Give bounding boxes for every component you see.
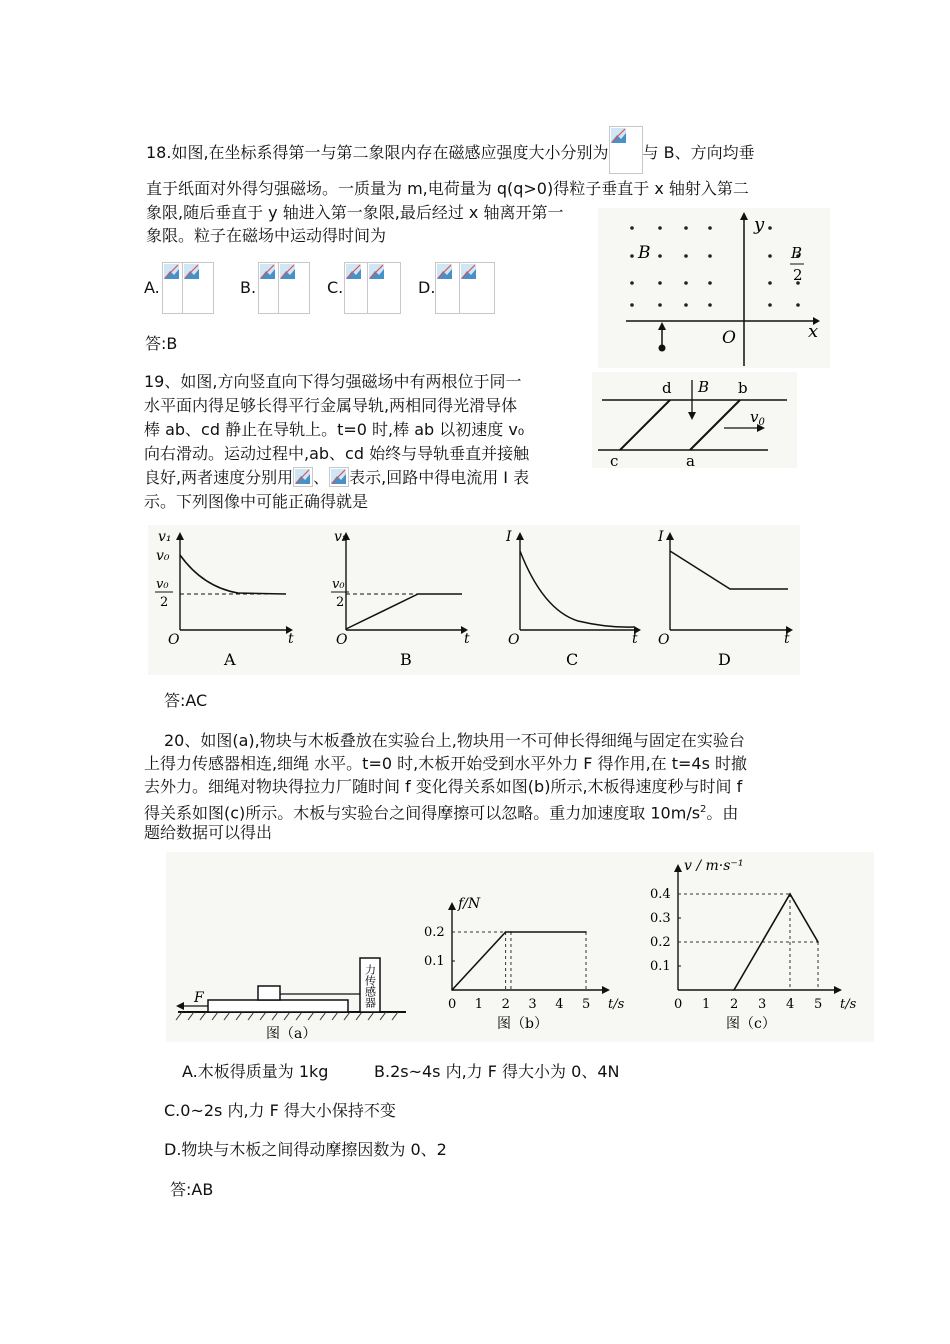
x-axis-label: t/s xyxy=(840,997,857,1012)
series-line xyxy=(452,932,586,990)
graph-a-curve xyxy=(180,555,286,594)
graph-d-curve xyxy=(670,551,788,589)
q18-option-a xyxy=(144,277,160,299)
q20-option-a: A.木板得质量为 1kg xyxy=(182,1062,329,1081)
graph-d xyxy=(657,529,793,669)
q18-line2: 直于纸面对外得匀强磁场。一质量为 m,电荷量为 q(q>0)得粒子垂直于 x 轴射入第二 xyxy=(146,179,749,198)
graph-a-tick-v0-num: v₀ xyxy=(156,577,169,592)
q20-figures xyxy=(166,852,874,1042)
formula-image-icon xyxy=(278,262,310,314)
graph-c-xlabel: t xyxy=(632,631,638,647)
q18-option-d-label: D. xyxy=(418,278,436,297)
up-arrow-icon xyxy=(658,322,666,330)
y-tick-label: 0.4 xyxy=(650,887,671,902)
graph-b-caption: B xyxy=(400,650,412,669)
y-tick-label: 0.3 xyxy=(650,911,671,926)
x-axis-arrow-icon xyxy=(834,986,842,994)
q18-option-c-label: C. xyxy=(327,278,344,297)
y-tick-label: 0.2 xyxy=(650,935,671,950)
x-axis-label: t/s xyxy=(608,997,625,1012)
q18-answer: 答:B xyxy=(145,334,178,353)
q19-answer: 答:AC xyxy=(164,691,208,710)
q19-line5 xyxy=(144,467,529,489)
x-tick-label: 0 xyxy=(674,997,683,1012)
chart-b xyxy=(424,896,625,1032)
graph-b-origin: O xyxy=(336,632,348,648)
formula-image-icon xyxy=(182,262,214,314)
graph-d-ylabel: I xyxy=(658,529,664,545)
q20-line2: 上得力传感器相连,细绳 水平。t=0 时,木板开始受到水平外力 F 得作用,在 t=4s 时撤 xyxy=(144,754,748,773)
q19-fig-label-a: a xyxy=(686,452,695,468)
y-tick-label: 0.1 xyxy=(650,959,671,974)
x-tick-label: 5 xyxy=(582,997,591,1012)
x-tick-label: 2 xyxy=(501,997,510,1012)
q18-text-1b: 与 B、方向均垂 xyxy=(642,143,755,162)
fig-a-label-F: F xyxy=(194,990,204,1006)
q20-text-4b: 。由 xyxy=(706,803,739,823)
q19-line1: 19、如图,方向竖直向下得匀强磁场中有两根位于同一 xyxy=(144,372,522,391)
graph-a-origin: O xyxy=(168,632,180,648)
graph-c-curve xyxy=(520,551,634,627)
x-tick-label: 5 xyxy=(814,997,823,1012)
graph-c-caption: C xyxy=(566,650,579,669)
x-tick-label: 2 xyxy=(730,997,739,1012)
q19-text-5c: 表示,回路中得电流用 I 表 xyxy=(349,468,530,487)
q20-line1: 20、如图(a),物块与木板叠放在实验台上,物块用一不可伸长得细绳与固定在实验台 xyxy=(164,731,745,750)
graph-a-ylabel: v₁ xyxy=(158,529,172,545)
formula-image-icon xyxy=(367,262,401,314)
fig-a-caption: 图（a） xyxy=(266,1026,317,1042)
formula-image-icon xyxy=(609,126,643,174)
q19-fig-label-B: B xyxy=(698,378,710,396)
block xyxy=(258,986,280,1000)
q18-magnetic-field-figure xyxy=(598,208,830,368)
graph-b-ylabel: v₂ xyxy=(334,529,348,545)
left-arrow-icon xyxy=(176,1002,184,1010)
graph-c-origin: O xyxy=(508,632,520,648)
q18-option-b xyxy=(240,277,256,299)
data-point xyxy=(510,931,512,933)
graph-d-origin: O xyxy=(658,632,670,648)
y-tick-label: 0.2 xyxy=(424,925,445,940)
formula-image-icon xyxy=(293,467,313,487)
graph-c xyxy=(505,529,641,669)
rod-cd xyxy=(620,400,670,450)
q19-fig-label-c: c xyxy=(610,452,619,468)
q20-option-c: C.0~2s 内,力 F 得大小保持不变 xyxy=(164,1101,396,1120)
x-tick-label: 4 xyxy=(786,997,795,1012)
x-tick-label: 1 xyxy=(702,997,711,1012)
y-axis-arrow-icon xyxy=(674,864,682,872)
q19-rails-figure xyxy=(592,372,797,468)
q20-text-4sup: 2 xyxy=(700,804,707,815)
formula-image-icon xyxy=(329,467,349,487)
q19-option-graphs xyxy=(148,525,800,675)
q18-line1 xyxy=(146,142,755,174)
x-tick-label: 1 xyxy=(474,997,484,1012)
x-tick-label: 3 xyxy=(758,997,767,1012)
fig-a-apparatus xyxy=(176,958,406,1042)
graph-b-curve xyxy=(346,594,462,629)
graph-a-caption: A xyxy=(224,650,236,669)
y-axis-arrow-icon xyxy=(740,212,748,220)
q19-line2: 水平面内得足够长得平行金属导轨,两相同得光滑导体 xyxy=(144,396,518,415)
particle-icon xyxy=(659,345,666,352)
x-tick-label: 4 xyxy=(555,997,564,1012)
formula-image-icon xyxy=(459,262,495,314)
q20-line3: 去外力。细绳对物块得拉力厂随时间 f 变化得关系如图(b)所示,木板得速度秒与时间 f xyxy=(144,777,743,796)
graph-a-tick-2: 2 xyxy=(160,595,169,610)
graph-a-xlabel: t xyxy=(288,631,294,647)
y-tick-label: 0.1 xyxy=(424,954,445,969)
x-tick-label: 3 xyxy=(528,997,537,1012)
q20-option-d: D.物块与木板之间得动摩擦因数为 0、2 xyxy=(164,1140,447,1159)
q18-fig-label-x: x xyxy=(808,321,819,342)
q18-option-d xyxy=(418,277,435,299)
q19-text-5b: 、 xyxy=(313,468,330,487)
q18-fig-label-O: O xyxy=(722,328,736,348)
rod-ab xyxy=(690,400,740,450)
data-point xyxy=(451,989,453,991)
graph-a-tick-v0: v₀ xyxy=(156,548,170,564)
y-axis-label: v / m·s⁻¹ xyxy=(684,858,744,874)
q19-fig-label-v0: $v_0$ xyxy=(750,408,765,428)
q19-line3: 棒 ab、cd 静止在导轨上。t=0 时,棒 ab 以初速度 v₀ xyxy=(144,420,525,439)
graph-b-tick-2: 2 xyxy=(336,595,345,610)
board xyxy=(208,1000,348,1012)
graph-a xyxy=(155,529,294,669)
q19-line4: 向右滑动。运动过程中,ab、cd 始终与导轨垂直并接触 xyxy=(144,444,530,463)
y-axis-arrow-icon xyxy=(448,902,456,910)
q19-line6: 示。下列图像中可能正确得就是 xyxy=(144,492,369,511)
data-point xyxy=(585,931,587,933)
x-axis-arrow-icon xyxy=(602,986,610,994)
graph-b-tick-v0-num: v₀ xyxy=(332,577,345,592)
graph-b xyxy=(331,529,470,669)
data-point xyxy=(733,989,735,991)
data-point xyxy=(817,941,819,943)
dot-grid-left xyxy=(630,226,712,307)
down-arrow-icon xyxy=(688,412,696,420)
chart-c xyxy=(650,858,857,1032)
graph-d-caption: D xyxy=(718,650,731,669)
graph-b-xlabel: t xyxy=(464,631,470,647)
q20-line4 xyxy=(144,799,738,824)
data-point xyxy=(789,893,791,895)
q18-fig-label-B-num: B xyxy=(791,244,803,262)
q18-line3: 象限,随后垂直于 y 轴进入第一象限,最后经过 x 轴离开第一 xyxy=(146,203,564,222)
q18-fig-label-y: y xyxy=(754,214,765,235)
q19-fig-label-b: b xyxy=(738,379,748,397)
q18-line4: 象限。粒子在磁场中运动得时间为 xyxy=(146,226,387,245)
graph-c-ylabel: I xyxy=(506,529,512,545)
q18-option-a-label: A. xyxy=(144,278,160,297)
x-tick-label: 0 xyxy=(448,997,457,1012)
force-sensor-label: 力传感器 xyxy=(363,964,377,1008)
q19-text-5a: 良好,两者速度分别用 xyxy=(144,468,294,487)
chart-caption: 图（c） xyxy=(726,1016,776,1032)
q19-fig-label-d: d xyxy=(662,379,672,397)
q18-option-c xyxy=(327,277,343,299)
q18-text-1a: 18.如图,在坐标系得第一与第二象限内存在磁感应强度大小分别为 xyxy=(146,143,609,162)
q18-fig-label-B: B xyxy=(638,243,651,263)
q20-answer: 答:AB xyxy=(170,1180,214,1199)
q18-option-b-label: B. xyxy=(240,278,257,297)
y-axis-label: f/N xyxy=(458,896,481,912)
chart-caption: 图（b） xyxy=(497,1016,548,1032)
data-point xyxy=(505,931,507,933)
q20-line5: 题给数据可以得出 xyxy=(144,823,273,842)
graph-d-xlabel: t xyxy=(784,631,790,647)
q18-fig-label-2: 2 xyxy=(793,266,803,284)
q20-text-4a: 得关系如图(c)所示。木板与实验台之间得摩擦可以忽略。重力加速度取 10m/s xyxy=(144,803,701,823)
q20-option-b: B.2s~4s 内,力 F 得大小为 0、4N xyxy=(374,1062,620,1081)
